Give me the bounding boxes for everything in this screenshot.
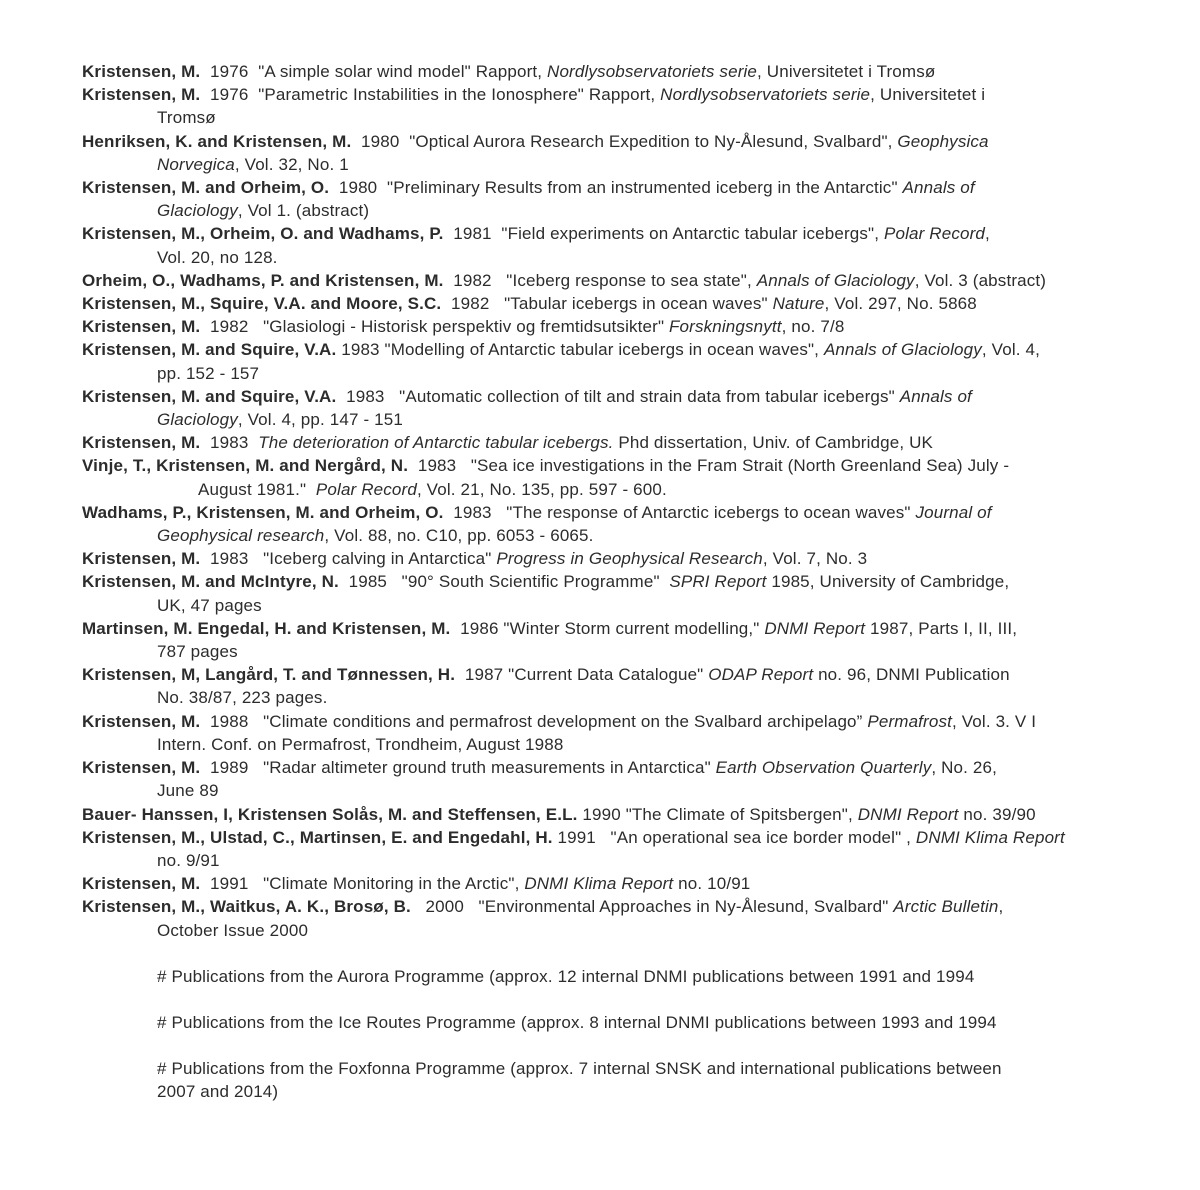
reference-entry [82,130,1170,176]
text-segment-regular: no. 96, DNMI Publication [813,665,1010,685]
reference-entry [82,895,1170,941]
reference-line [82,710,1170,733]
text-segment-bold: Kristensen, M. and McIntyre, N. [82,572,339,592]
reference-line [82,153,1170,176]
text-segment-bold: Wadhams, P., Kristensen, M. and Orheim, O. [82,502,444,522]
text-segment-regular: , Universitetet i Tromsø [757,62,936,81]
text-segment-italic: Geophysical research [157,526,325,546]
text-segment-regular: no. 39/90 [958,804,1036,824]
text-segment-italic: Annals of [902,178,975,198]
text-segment-italic: DNMI Klima Report [524,874,674,894]
text-segment-italic: Annals of Glaciology [756,270,915,290]
text-segment-regular: , Vol. 3 (abstract) [914,270,1047,290]
text-segment-italic: ODAP Report [708,665,814,685]
text-segment-regular: , Vol. 88, no. C10, pp. 6053 - 6065. [324,526,594,546]
text-segment-italic: Norvegica [157,154,235,174]
text-segment-italic: SPRI Report [669,572,767,592]
text-segment-regular: Vol. 20, no 128. [157,247,278,267]
reference-line [82,408,1170,431]
reference-entry [82,570,1170,616]
reference-entry [82,501,1170,547]
text-segment-italic: Progress in Geophysical Research [496,549,763,569]
text-segment-italic: DNMI Report [857,804,959,824]
reference-line [82,431,1170,454]
text-segment-italic: Arctic Bulletin [893,897,999,917]
reference-line [82,872,1170,895]
reference-line [82,338,1170,361]
text-segment-regular: no. 10/91 [673,874,751,894]
text-segment-bold: Kristensen, M. [82,549,201,569]
text-segment-regular: 1983 "Sea ice investigations in the Fram Strait (North Greenland Sea) July - [408,456,1010,476]
reference-line [82,570,1170,593]
text-segment-regular: 1980 "Optical Aurora Research Expedition to Ny-Ålesund, Svalbard", [351,131,898,151]
reference-line [82,617,1170,640]
programme-note-line: # Publications from the Aurora Programme (approx. 12 internal DNMI publications between 1991 and 1994 [157,966,975,986]
reference-line [82,895,1170,918]
text-segment-regular: , [998,897,1004,917]
reference-line [82,269,1170,292]
text-segment-bold: Kristensen, M. and Squire, V.A. [82,386,337,406]
text-segment-bold: Vinje, T., Kristensen, M. and Nergård, N. [82,456,409,476]
text-segment-regular: 1991 "An operational sea ice border model" , [552,827,916,847]
text-segment-bold: Kristensen, M. [82,433,201,453]
text-segment-bold: Kristensen, M. [82,85,201,105]
text-segment-regular: 1987 "Current Data Catalogue" [455,665,709,685]
text-segment-regular: pp. 152 - 157 [157,363,260,383]
reference-line [82,524,1170,547]
reference-line [82,130,1170,153]
programme-note-line: # Publications from the Ice Routes Programme (approx. 8 internal DNMI publications between 1993 and 1994 [157,1012,997,1032]
reference-line [82,594,1170,617]
programme-note-line: # Publications from the Foxfonna Programme (approx. 7 internal SNSK and international publications between [157,1059,1002,1079]
text-segment-regular: 2000 "Environmental Approaches in Ny-Ålesund, Svalbard" [410,897,894,917]
reference-line [82,199,1170,222]
reference-line [82,454,1170,477]
reference-line [82,385,1170,408]
text-segment-bold: Henriksen, K. and Kristensen, M. [82,131,352,151]
text-segment-bold: Kristensen, M. and Squire, V.A. [82,340,337,360]
text-segment-bold: Kristensen, M., Orheim, O. and Wadhams, P. [82,224,444,244]
reference-line [82,222,1170,245]
text-segment-bold: Kristensen, M., Ulstad, C., Martinsen, E. and Engedahl, H. [82,827,553,847]
reference-entry [82,222,1170,268]
text-segment-regular: June 89 [157,781,219,801]
references-list [82,60,1170,942]
reference-line [82,362,1170,385]
reference-line [82,919,1170,942]
text-segment-bold: Kristensen, M, Langård, T. and Tønnessen, H. [82,665,456,685]
text-segment-regular: , Vol. 32, No. 1 [234,154,349,174]
reference-line [82,315,1170,338]
reference-entry [82,617,1170,663]
text-segment-italic: Polar Record [315,479,417,499]
text-segment-regular: 1976 "Parametric Instabilities in the Ionosphere" Rapport, [200,85,661,105]
text-segment-italic: Annals of Glaciology [823,340,982,360]
text-segment-regular: , Vol 1. (abstract) [237,201,370,221]
programme-note [82,1011,1170,1034]
text-segment-italic: Glaciology [157,201,238,221]
text-segment-regular: 1983 "Modelling of Antarctic tabular icebergs in ocean waves", [336,340,824,360]
reference-line [82,686,1170,709]
text-segment-regular: , Vol. 21, No. 135, pp. 597 - 600. [416,479,667,499]
text-segment-italic: Annals of [899,386,972,406]
reference-entry [82,431,1170,454]
text-segment-regular: , [985,224,990,244]
text-segment-regular: 1983 "Automatic collection of tilt and strain data from tabular icebergs" [336,386,900,406]
reference-line [82,826,1170,849]
reference-entry [82,338,1170,384]
text-segment-regular: , Vol. 297, No. 5868 [824,294,977,314]
text-segment-italic: Nature [772,294,825,314]
text-segment-regular: 1988 "Climate conditions and permafrost development on the Svalbard archipelago” [200,711,868,731]
reference-line [82,733,1170,756]
reference-line [82,640,1170,663]
text-segment-bold: Kristensen, M. and Orheim, O. [82,178,330,198]
reference-entry [82,803,1170,826]
reference-entry [82,663,1170,709]
text-segment-regular: UK, 47 pages [157,595,262,615]
reference-line [82,60,1170,83]
reference-entry [82,292,1170,315]
reference-line [82,547,1170,570]
text-segment-bold: Kristensen, M., Squire, V.A. and Moore, S.C. [82,294,442,314]
reference-entry [82,385,1170,431]
reference-line [82,106,1170,129]
reference-line [82,176,1170,199]
text-segment-bold: Orheim, O., Wadhams, P. and Kristensen, M. [82,270,444,290]
reference-line [82,478,1170,501]
text-segment-italic: Forskningsnytt [669,317,782,337]
text-segment-regular: 1983 [200,433,259,453]
reference-entry [82,269,1170,292]
text-segment-regular: October Issue 2000 [157,920,309,940]
reference-line [82,292,1170,315]
text-segment-bold: Kristensen, M. [82,758,201,778]
text-segment-regular: 1980 "Preliminary Results from an instrumented iceberg in the Antarctic" [329,178,903,198]
text-segment-regular: August 1981." [198,479,316,499]
text-segment-bold: Kristensen, M. [82,62,201,81]
text-segment-regular: 787 pages [157,642,238,662]
text-segment-regular: , Vol. 7, No. 3 [762,549,868,569]
reference-line [82,246,1170,269]
text-segment-italic: Polar Record [883,224,985,244]
reference-entry [82,315,1170,338]
reference-entry [82,176,1170,222]
text-segment-regular: , Vol. 4, [981,340,1040,360]
text-segment-italic: Glaciology [157,410,238,430]
text-segment-regular: 1983 "The response of Antarctic icebergs to ocean waves" [443,502,916,522]
reference-entry [82,826,1170,872]
text-segment-regular: Tromsø [157,108,216,128]
text-segment-italic: Nordlysobservatoriets serie [547,62,758,81]
text-segment-italic: Permafrost [867,711,952,731]
reference-line [82,83,1170,106]
text-segment-regular: , Universitetet i [870,85,986,105]
text-segment-regular: 1987, Parts I, II, III, [865,618,1018,638]
text-segment-regular: Phd dissertation, Univ. of Cambridge, UK [613,433,934,453]
text-segment-regular: 1986 "Winter Storm current modelling," [450,618,765,638]
text-segment-italic: DNMI Report [764,618,866,638]
text-segment-regular: no. 9/91 [157,850,220,870]
text-segment-italic: The deterioration of Antarctic tabular icebergs. [258,433,614,453]
text-segment-regular: 1981 "Field experiments on Antarctic tabular icebergs", [443,224,884,244]
programme-note-line: 2007 and 2014) [157,1082,279,1102]
text-segment-regular: 1989 "Radar altimeter ground truth measurements in Antarctica" [200,758,716,778]
text-segment-regular: 1976 "A simple solar wind model" Rapport, [200,62,548,81]
text-segment-regular: 1985, University of Cambridge, [766,572,1010,592]
reference-line [82,803,1170,826]
text-segment-regular: 1991 "Climate Monitoring in the Arctic", [200,874,525,894]
text-segment-regular: 1982 "Iceberg response to sea state", [443,270,757,290]
reference-entry [82,756,1170,802]
text-segment-italic: Earth Observation Quarterly [715,758,932,778]
reference-entry [82,710,1170,756]
text-segment-bold: Kristensen, M., Waitkus, A. K., Brosø, B. [82,897,411,917]
reference-entry [82,872,1170,895]
text-segment-regular: 1982 "Glasiologi - Historisk perspektiv og fremtidsutsikter" [200,317,670,337]
text-segment-regular: 1982 "Tabular icebergs in ocean waves" [441,294,773,314]
reference-line [82,501,1170,524]
text-segment-regular: 1990 "The Climate of Spitsbergen", [577,804,858,824]
reference-entry [82,547,1170,570]
reference-line [82,849,1170,872]
reference-entry [82,83,1170,129]
text-segment-regular: 1985 "90° South Scientific Programme" [338,572,670,592]
text-segment-bold: Kristensen, M. [82,317,201,337]
text-segment-italic: DNMI Klima Report [915,827,1065,847]
programme-note [82,1057,1170,1103]
text-segment-italic: Nordlysobservatoriets serie [660,85,871,105]
text-segment-bold: Bauer- Hanssen, I, Kristensen Solås, M. and Steffensen, E.L. [82,804,578,824]
programme-note [82,965,1170,988]
text-segment-regular: , Vol. 4, pp. 147 - 151 [237,410,403,430]
text-segment-regular: , Vol. 3. V I [952,711,1037,731]
reference-entry [82,454,1170,500]
text-segment-regular: Intern. Conf. on Permafrost, Trondheim, August 1988 [157,734,564,754]
text-segment-italic: Geophysica [897,131,989,151]
text-segment-regular: , No. 26, [931,758,997,778]
reference-line [82,663,1170,686]
text-segment-bold: Kristensen, M. [82,874,201,894]
text-segment-regular: , no. 7/8 [781,317,845,337]
text-segment-regular: No. 38/87, 223 pages. [157,688,328,708]
text-segment-bold: Kristensen, M. [82,711,201,731]
reference-line [82,779,1170,802]
text-segment-italic: Journal of [915,502,992,522]
reference-line [82,756,1170,779]
text-segment-bold: Martinsen, M. Engedal, H. and Kristensen, M. [82,618,451,638]
reference-entry [82,60,1170,83]
text-segment-regular: 1983 "Iceberg calving in Antarctica" [200,549,497,569]
notes-list [82,965,1170,1104]
